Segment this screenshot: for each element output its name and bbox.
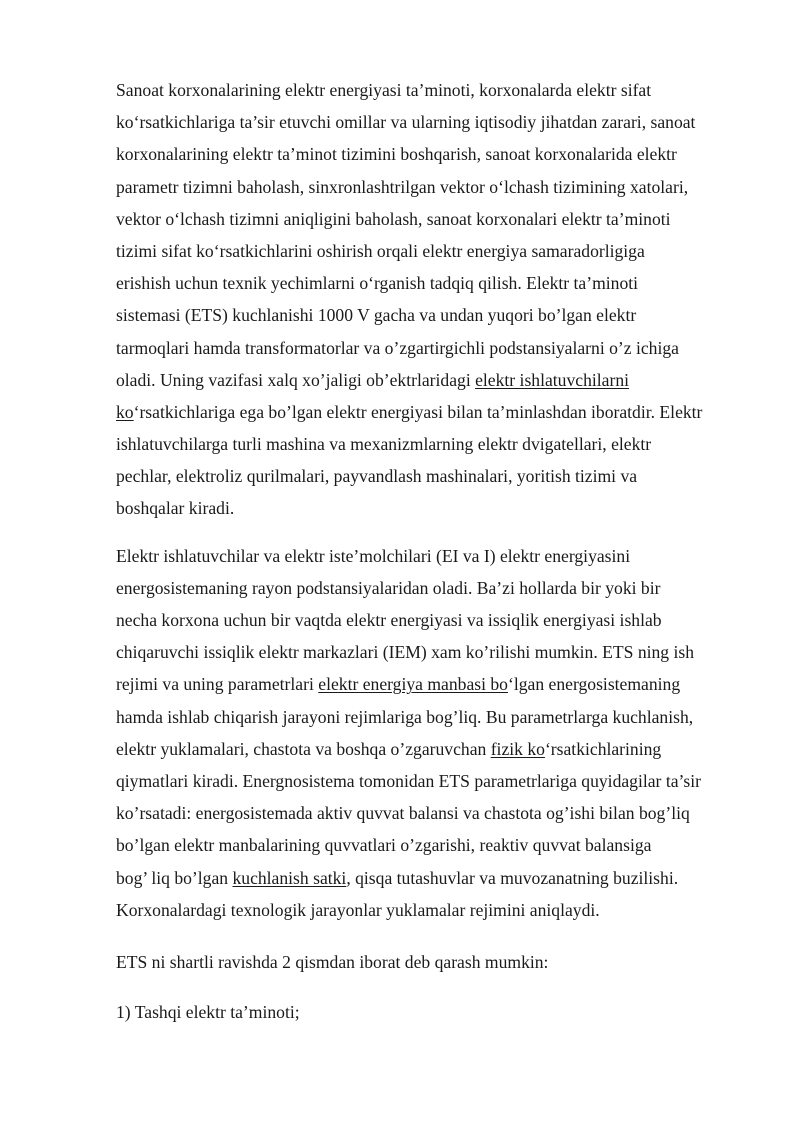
- text-line: [116, 636, 746, 668]
- text-line: [116, 267, 746, 299]
- text-line: [116, 138, 746, 170]
- text-line: [116, 572, 746, 604]
- text-run: hamda ishlab chiqarish jarayoni rejimlariga bog’liq. Bu parametrlarga kuchlanish,: [116, 706, 694, 727]
- text-run: energosistemaning rayon podstansiyalaridan oladi. Ba’zi hollarda bir yoki bir: [116, 577, 661, 598]
- text-run: ko’rsatadi: energosistemada aktiv quvvat balansi va chastota og’ishi bilan bog’liq: [116, 803, 690, 824]
- underlined-phrase: elektr ishlatuvchilarni: [475, 369, 630, 390]
- text-run: necha korxona uchun bir vaqtda elektr energiyasi va issiqlik energiyasi ishlab: [116, 610, 662, 630]
- text-run: Elektr ishlatuvchilar va elektr iste’molchilari (EI va I) elektr energiyasini: [116, 545, 631, 566]
- paragraph-spacing: [116, 525, 746, 540]
- text-run: ‘rsatkichlarining: [544, 738, 662, 759]
- text-line: [116, 74, 746, 106]
- text-line: [116, 540, 746, 572]
- text-line: [116, 765, 746, 797]
- text-run: ETS ni shartli ravishda 2 qismdan iborat deb qarash mumkin:: [116, 951, 549, 972]
- text-run: parametr tizimni baholash, sinxronlashtrilgan vektor o‘lchash tizimining xatolari,: [116, 176, 689, 197]
- text-run: tarmoqlari hamda transformatorlar va o’zgartirgichli podstansiyalarni o’z ichiga: [116, 337, 679, 358]
- text-line: [116, 797, 746, 829]
- text-run: tizimi sifat ko‘rsatkichlarini oshirish orqali elektr energiya samaradorligiga: [116, 240, 645, 261]
- underlined-phrase: elektr energiya manbasi bo: [318, 674, 508, 695]
- text-line: [116, 299, 746, 331]
- underlined-phrase: ko: [116, 401, 134, 422]
- text-line: [116, 733, 746, 765]
- text-run: ko‘rsatkichlariga ta’sir etuvchi omillar va ularning iqtisodiy jihatdan zarari, sanoat: [116, 112, 696, 133]
- text-line: [116, 460, 746, 492]
- text-line: [116, 946, 746, 978]
- text-line: [116, 701, 746, 733]
- paragraph-intro: [116, 74, 746, 525]
- text-line: [116, 829, 746, 861]
- text-run: oladi. Uning vazifasi xalq xo’jaligi ob’ektrlaridagi: [116, 369, 476, 390]
- text-run: vektor o‘lchash tizimni aniqligini baholash, sanoat korxonalari elektr ta’minoti: [116, 208, 671, 229]
- text-line: [116, 894, 746, 926]
- paragraph-ets-parts: [116, 946, 746, 978]
- text-run: bo’lgan elektr manbalarining quvvatlari o’zgarishi, reaktiv quvvat balansiga: [116, 835, 652, 856]
- text-line: [116, 604, 746, 636]
- text-run: pechlar, elektroliz qurilmalari, payvandlash mashinalari, yoritish tizimi va: [116, 466, 638, 487]
- text-run: erishish uchun texnik yechimlarni o‘rganish tadqiq qilish. Elektr ta’minoti: [116, 273, 639, 294]
- text-run: chiqaruvchi issiqlik elektr markazlari (IEM) xam ko’rilishi mumkin. ETS ning ish: [116, 642, 695, 663]
- text-run: Korxonalardagi texnologik jarayonlar yuklamalar rejimini aniqlaydi.: [116, 899, 600, 920]
- text-run: boshqalar kiradi.: [116, 498, 235, 519]
- text-run: ‘rsatkichlariga ega bo’lgan elektr energiyasi bilan ta’minlashdan iboratdir. Elektr: [133, 401, 703, 422]
- text-run: Sanoat korxonalarining elektr energiyasi ta’minoti, korxonalarda elektr sifat: [116, 80, 652, 100]
- text-line: [116, 668, 746, 700]
- paragraph-spacing: [116, 926, 746, 946]
- text-run: ‘lgan energosistemaning: [507, 674, 681, 695]
- text-run: sistemasi (ETS) kuchlanishi 1000 V gacha va undan yuqori bo’lgan elektr: [116, 305, 637, 326]
- text-line: [116, 862, 746, 894]
- text-line: [116, 492, 746, 524]
- text-line: [116, 332, 746, 364]
- text-line: [116, 203, 746, 235]
- text-line: [116, 996, 746, 1028]
- underlined-phrase: fizik ko: [490, 738, 545, 759]
- text-line: [116, 428, 746, 460]
- list-item-external-supply: [116, 996, 746, 1028]
- text-line: [116, 364, 746, 396]
- text-run: korxonalarining elektr ta’minot tizimini boshqarish, sanoat korxonalarida elektr: [116, 144, 677, 165]
- text-run: , qisqa tutashuvlar va muvozanatning buzilishi.: [346, 867, 679, 888]
- text-run: elektr yuklamalari, chastota va boshqa o’zgaruvchan: [116, 738, 491, 759]
- text-line: [116, 171, 746, 203]
- text-run: rejimi va uning parametrlari: [116, 674, 319, 695]
- underlined-phrase: kuchlanish satki: [232, 867, 347, 888]
- text-run: bog’ liq bo’lgan: [116, 867, 233, 888]
- text-run: 1) Tashqi elektr ta’minoti;: [116, 1002, 300, 1023]
- text-line: [116, 106, 746, 138]
- text-run: ishlatuvchilarga turli mashina va mexanizmlarning elektr dvigatellari, elektr: [116, 434, 652, 455]
- text-line: [116, 396, 746, 428]
- text-run: qiymatlari kiradi. Energnosistema tomonidan ETS parametrlariga quyidagilar ta’sir: [116, 770, 701, 791]
- paragraph-spacing: [116, 978, 746, 996]
- text-line: [116, 235, 746, 267]
- paragraph-consumers: [116, 540, 746, 926]
